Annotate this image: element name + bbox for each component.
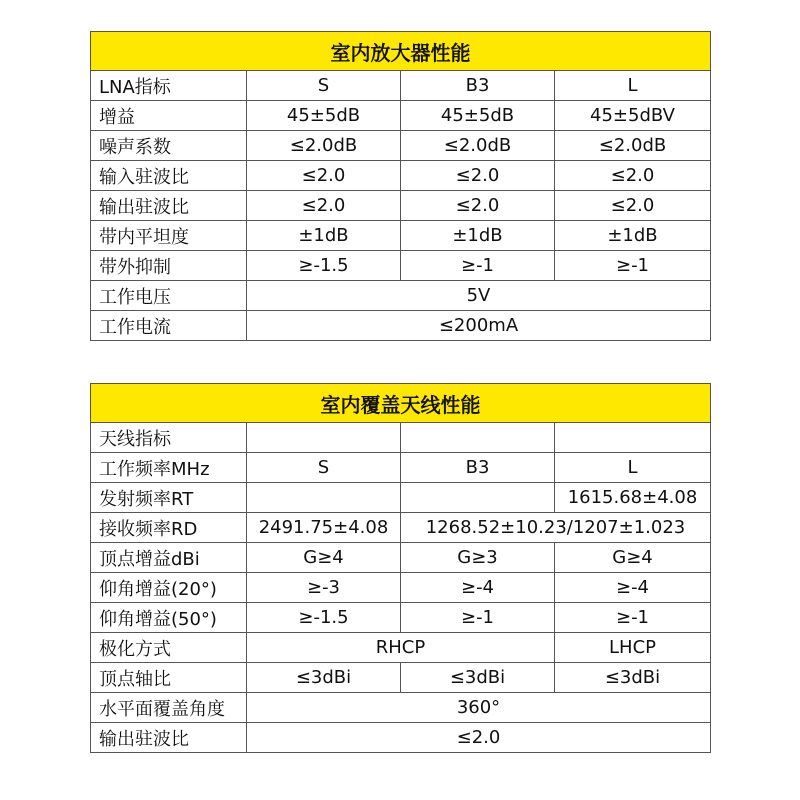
table-cell: ≥-4: [401, 573, 555, 603]
row-label: 天线指标: [91, 423, 247, 453]
table-cell: G≥3: [401, 543, 555, 573]
table-row: [91, 513, 711, 543]
table-cell: [247, 483, 401, 513]
row-label: 输出驻波比: [91, 191, 247, 221]
table-cell: 45±5dBV: [555, 101, 711, 131]
table-row: [91, 251, 711, 281]
table-title-row: [91, 384, 711, 423]
table-cell: ≥-3: [247, 573, 401, 603]
table-header-row: [91, 71, 711, 101]
table-cell: ≤2.0: [401, 191, 555, 221]
table-cell: 45±5dB: [401, 101, 555, 131]
table-cell: ≤2.0: [247, 191, 401, 221]
row-label: 工作频率MHz: [91, 453, 247, 483]
header-cell: L: [555, 71, 711, 101]
table-cell: [401, 423, 555, 453]
table-row: [91, 603, 711, 633]
table-cell: ≤2.0dB: [401, 131, 555, 161]
table-cell: [401, 483, 555, 513]
row-label: 输出驻波比: [91, 723, 247, 753]
table-cell: ≤3dBi: [401, 663, 555, 693]
table-cell: 360°: [247, 693, 711, 723]
amplifier-table-title: 室内放大器性能: [91, 32, 711, 71]
row-label: 工作电压: [91, 281, 247, 311]
row-label: 极化方式: [91, 633, 247, 663]
table-row: [91, 453, 711, 483]
table-cell: ≥-1: [401, 603, 555, 633]
row-label: 水平面覆盖角度: [91, 693, 247, 723]
table-row: [91, 311, 711, 341]
table-row: [91, 281, 711, 311]
table-row: [91, 663, 711, 693]
table-cell: L: [555, 453, 711, 483]
table-row: [91, 573, 711, 603]
row-label: 带外抑制: [91, 251, 247, 281]
table-cell: ±1dB: [247, 221, 401, 251]
row-label: 顶点轴比: [91, 663, 247, 693]
table-row: [91, 693, 711, 723]
table-cell: G≥4: [247, 543, 401, 573]
row-label: 输入驻波比: [91, 161, 247, 191]
row-label: 仰角增益(50°): [91, 603, 247, 633]
table-cell: [247, 423, 401, 453]
table-cell: ≤2.0: [555, 161, 711, 191]
table-cell: ≤3dBi: [247, 663, 401, 693]
table-cell: [555, 423, 711, 453]
amplifier-spec-table: [90, 31, 711, 341]
table-row: [91, 191, 711, 221]
table-cell: S: [247, 453, 401, 483]
table-cell: 45±5dB: [247, 101, 401, 131]
antenna-table-title: 室内覆盖天线性能: [91, 384, 711, 423]
header-cell: S: [247, 71, 401, 101]
table-cell: ≥-1: [555, 251, 711, 281]
table-row: [91, 483, 711, 513]
table-cell: ±1dB: [555, 221, 711, 251]
table-cell: ≥-1.5: [247, 603, 401, 633]
row-label: 发射频率RT: [91, 483, 247, 513]
row-label: 带内平坦度: [91, 221, 247, 251]
table-cell: ±1dB: [401, 221, 555, 251]
table-cell: ≤2.0: [401, 161, 555, 191]
table-cell: RHCP: [247, 633, 555, 663]
row-label: 增益: [91, 101, 247, 131]
header-cell: B3: [401, 71, 555, 101]
table-row: [91, 101, 711, 131]
table-cell: ≥-1.5: [247, 251, 401, 281]
table-cell: ≤2.0: [247, 723, 711, 753]
table-row: [91, 633, 711, 663]
table-cell: B3: [401, 453, 555, 483]
table-title-row: [91, 32, 711, 71]
table-row: [91, 543, 711, 573]
table-cell: ≤2.0dB: [247, 131, 401, 161]
table-cell: ≤2.0: [555, 191, 711, 221]
row-label: 噪声系数: [91, 131, 247, 161]
table-cell: ≤3dBi: [555, 663, 711, 693]
table-cell: ≥-1: [555, 603, 711, 633]
row-label: 仰角增益(20°): [91, 573, 247, 603]
table-cell: ≥-4: [555, 573, 711, 603]
row-label: 接收频率RD: [91, 513, 247, 543]
table-cell: 1268.52±10.23/1207±1.023: [401, 513, 711, 543]
table-cell: 5V: [247, 281, 711, 311]
table-cell: ≤2.0: [247, 161, 401, 191]
antenna-spec-table: [90, 383, 711, 753]
table-cell: 1615.68±4.08: [555, 483, 711, 513]
table-cell: 2491.75±4.08: [247, 513, 401, 543]
table-cell: G≥4: [555, 543, 711, 573]
table-cell: ≤2.0dB: [555, 131, 711, 161]
row-label: 顶点增益dBi: [91, 543, 247, 573]
table-row: [91, 161, 711, 191]
row-label: 工作电流: [91, 311, 247, 341]
table-cell: LHCP: [555, 633, 711, 663]
table-row: [91, 423, 711, 453]
table-cell: ≤200mA: [247, 311, 711, 341]
table-row: [91, 723, 711, 753]
table-row: [91, 131, 711, 161]
table-row: [91, 221, 711, 251]
header-cell: LNA指标: [91, 71, 247, 101]
table-cell: ≥-1: [401, 251, 555, 281]
